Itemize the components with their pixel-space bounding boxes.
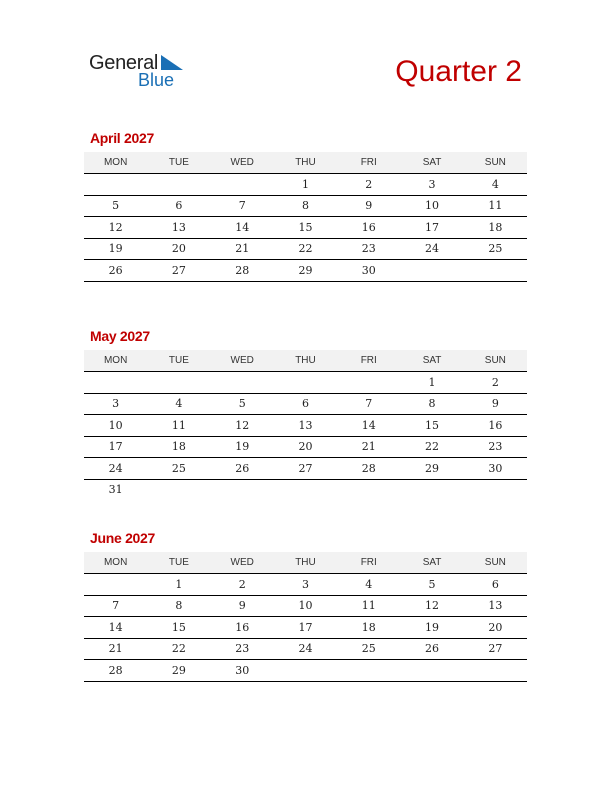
day-cell: 6 [274,393,337,415]
day-cell: 20 [274,436,337,458]
day-cell [211,174,274,196]
day-cell: 28 [337,458,400,480]
week-row [84,574,527,596]
weekday-header-row [84,152,527,174]
day-cell: 16 [211,617,274,639]
day-cell: 25 [147,458,210,480]
day-cell [147,479,210,500]
day-cell [337,479,400,500]
weekday-header: WED [211,350,274,372]
day-cell: 14 [84,617,147,639]
day-cell: 29 [400,458,463,480]
week-row [84,479,527,500]
day-cell: 3 [274,574,337,596]
day-cell: 6 [147,195,210,217]
day-cell [464,479,527,500]
day-cell: 29 [274,260,337,282]
day-cell: 7 [337,393,400,415]
weekday-header: SAT [400,350,463,372]
day-cell: 30 [337,260,400,282]
day-cell: 23 [211,638,274,660]
day-cell: 24 [274,638,337,660]
logo-triangle-icon [161,55,183,70]
weekday-header: TUE [147,552,210,574]
weekday-header-row [84,552,527,574]
day-cell: 18 [337,617,400,639]
day-cell: 9 [464,393,527,415]
calendar-grid [84,350,527,500]
week-row [84,393,527,415]
week-row [84,436,527,458]
day-cell: 2 [464,372,527,394]
calendar-grid [84,152,527,282]
day-cell: 16 [337,217,400,239]
day-cell: 1 [400,372,463,394]
day-cell: 7 [84,595,147,617]
day-cell: 20 [464,617,527,639]
weekday-header: MON [84,152,147,174]
weekday-header: WED [211,552,274,574]
day-cell [84,574,147,596]
week-row [84,260,527,282]
week-row [84,415,527,437]
day-cell: 21 [84,638,147,660]
day-cell: 16 [464,415,527,437]
day-cell: 29 [147,660,210,682]
week-row [84,238,527,260]
page-title: Quarter 2 [395,55,522,88]
day-cell: 26 [84,260,147,282]
day-cell: 28 [211,260,274,282]
day-cell: 12 [84,217,147,239]
day-cell: 2 [337,174,400,196]
month-title: June 2027 [90,530,156,546]
day-cell [84,372,147,394]
day-cell: 23 [337,238,400,260]
day-cell: 13 [147,217,210,239]
day-cell: 15 [147,617,210,639]
week-row [84,174,527,196]
day-cell: 30 [211,660,274,682]
weekday-header: FRI [337,552,400,574]
day-cell: 15 [274,217,337,239]
day-cell: 12 [400,595,463,617]
day-cell: 25 [464,238,527,260]
month-june [84,530,527,682]
week-row [84,372,527,394]
day-cell: 25 [337,638,400,660]
day-cell: 8 [147,595,210,617]
day-cell: 18 [464,217,527,239]
day-cell: 31 [108,483,123,497]
week-row [84,660,527,682]
logo-word-general: General [89,52,159,74]
weekday-header: FRI [337,350,400,372]
day-cell: 30 [464,458,527,480]
day-cell: 10 [84,415,147,437]
day-cell: 11 [464,195,527,217]
calendar-grid [84,552,527,682]
weekday-header: THU [274,552,337,574]
day-cell: 8 [400,393,463,415]
weekday-header: WED [211,152,274,174]
week-row [84,595,527,617]
day-cell [274,479,337,500]
week-row [84,217,527,239]
day-cell [337,372,400,394]
day-cell: 3 [400,174,463,196]
day-cell: 22 [147,638,210,660]
day-cell: 13 [274,415,337,437]
day-cell: 21 [337,436,400,458]
day-cell: 9 [211,595,274,617]
day-cell: 14 [337,415,400,437]
day-cell: 17 [274,617,337,639]
weekday-header: THU [274,152,337,174]
month-title: May 2027 [90,328,150,344]
day-cell: 19 [84,238,147,260]
day-cell: 11 [147,415,210,437]
day-cell: 10 [400,195,463,217]
logo-word-blue: Blue [138,70,175,90]
day-cell: 24 [84,458,147,480]
day-cell: 26 [400,638,463,660]
day-cell: 5 [84,195,147,217]
weekday-header: SUN [464,152,527,174]
day-cell: 6 [464,574,527,596]
weekday-header: SAT [400,552,463,574]
day-cell: 5 [400,574,463,596]
day-cell: 14 [211,217,274,239]
weekday-header: SAT [400,152,463,174]
day-cell: 22 [274,238,337,260]
day-cell: 12 [211,415,274,437]
day-cell: 2 [211,574,274,596]
day-cell: 23 [464,436,527,458]
day-cell: 22 [400,436,463,458]
day-cell: 28 [84,660,147,682]
week-row [84,458,527,480]
day-cell: 26 [211,458,274,480]
day-cell [211,479,274,500]
weekday-header-row [84,350,527,372]
day-cell [400,260,463,282]
day-cell: 8 [274,195,337,217]
month-title: April 2027 [90,130,154,146]
day-cell [274,372,337,394]
day-cell: 13 [464,595,527,617]
day-cell: 4 [464,174,527,196]
day-cell: 17 [84,436,147,458]
day-cell: 11 [337,595,400,617]
week-row [84,638,527,660]
day-cell: 19 [400,617,463,639]
day-cell: 20 [147,238,210,260]
weekday-header: SUN [464,350,527,372]
day-cell [84,174,147,196]
day-cell: 7 [211,195,274,217]
day-cell: 27 [147,260,210,282]
day-cell: 9 [337,195,400,217]
weekday-header: MON [84,350,147,372]
day-cell: 1 [147,574,210,596]
day-cell: 3 [84,393,147,415]
day-cell: 5 [211,393,274,415]
day-cell: 27 [464,638,527,660]
day-cell: 15 [400,415,463,437]
day-cell: 4 [337,574,400,596]
day-cell [211,372,274,394]
day-cell: 18 [147,436,210,458]
day-cell: 10 [274,595,337,617]
weekday-header: TUE [147,152,210,174]
day-cell: 24 [400,238,463,260]
day-cell [337,660,400,682]
day-cell [274,660,337,682]
day-cell [400,479,463,500]
month-may [84,328,527,500]
day-cell: 4 [147,393,210,415]
day-cell [464,260,527,282]
weekday-header: THU [274,350,337,372]
day-cell: 27 [274,458,337,480]
generalblue-logo [89,52,189,92]
day-cell: 21 [211,238,274,260]
day-cell [147,372,210,394]
day-cell: 1 [274,174,337,196]
weekday-header: FRI [337,152,400,174]
weekday-header: MON [84,552,147,574]
week-row [84,195,527,217]
month-april [84,130,527,282]
day-cell [147,174,210,196]
day-cell [464,660,527,682]
weekday-header: SUN [464,552,527,574]
week-row [84,617,527,639]
day-cell [400,660,463,682]
day-cell: 17 [400,217,463,239]
day-cell: 19 [211,436,274,458]
weekday-header: TUE [147,350,210,372]
